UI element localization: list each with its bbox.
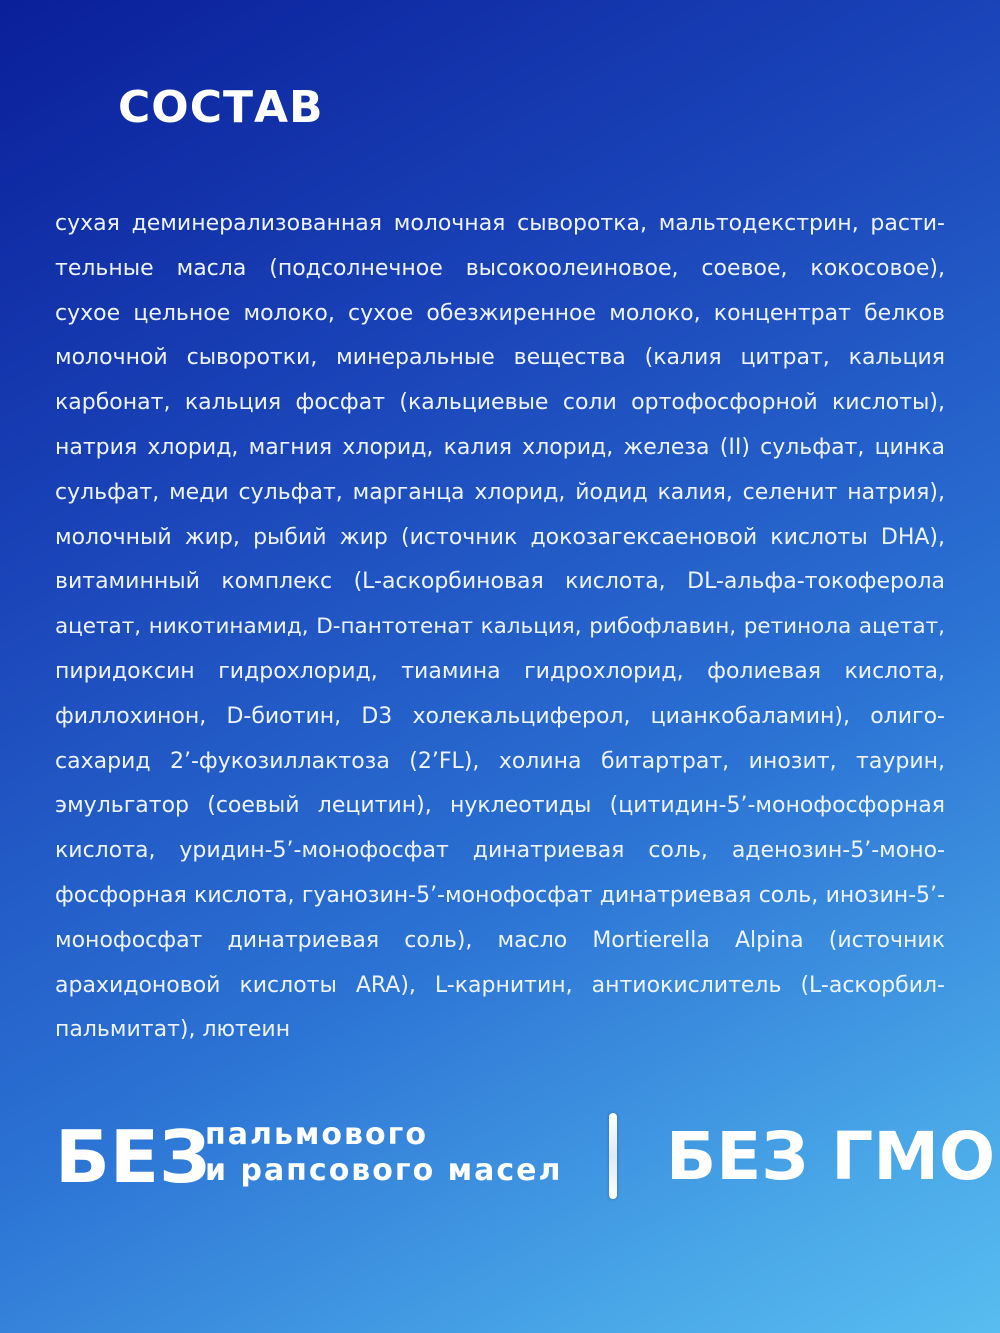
composition-line: эмульгатор (соевый лецитин), нуклеотиды (цитидин-5’-монофосфорная [55,793,945,819]
composition-title: СОСТАВ [118,82,324,133]
composition-line: филлохинон, D-биотин, D3 холекальциферол, цианкобаламин), олиго- [55,703,945,729]
composition-line: сахарид 2’-фукозиллактоза (2’FL), холина битартрат, инозит, таурин, [55,748,945,774]
composition-line: витаминный комплекс (L-аскорбиновая кислота, DL-альфа-токоферола [55,569,945,595]
vertical-divider [609,1113,617,1199]
composition-line: сухое цельное молоко, сухое обезжиренное молоко, концентрат белков [55,300,945,326]
composition-line: сульфат, меди сульфат, марганца хлорид, йодид калия, селенит натрия), [55,479,945,505]
composition-line: пиридоксин гидрохлорид, тиамина гидрохлорид, фолиевая кислота, [55,658,945,684]
composition-line: карбонат, кальция фосфат (кальциевые соли ортофосфорной кислоты), [55,390,945,416]
composition-line: кислота, уридин-5’-монофосфат динатриевая соль, аденозин-5’-моно- [55,838,945,864]
composition-line: пальмитат), лютеин [55,1017,291,1043]
composition-line: натрия хлорид, магния хлорид, калия хлорид, железа (II) сульфат, цинка [55,434,945,460]
composition-line: молочной сыворотки, минеральные вещества (калия цитрат, кальция [55,345,945,371]
composition-line: молочный жир, рыбий жир (источник докозагексаеновой кислоты DHA), [55,524,945,550]
claims-footer [0,1105,1000,1205]
composition-line: монофосфат динатриевая соль), масло Mortierella Alpina (источник [55,927,945,953]
composition-line: ацетат, никотинамид, D-пантотенат кальция, рибофлавин, ретинола ацетат, [55,614,945,640]
composition-line: тельные масла (подсолнечное высокоолеиновое, соевое, кокосовое), [55,255,945,281]
no-gmo-label: БЕЗ ГМО [666,1118,996,1195]
composition-line: фосфорная кислота, гуанозин-5’-монофосфат динатриевая соль, инозин-5’- [55,882,945,908]
composition-line: арахидоновой кислоты ARA), L-карнитин, антиокислитель (L-аскорбил- [55,972,945,998]
composition-text [55,202,945,1053]
no-palm-oil-label: БЕЗ [55,1115,211,1199]
no-palm-oil-note [205,1117,563,1189]
no-palm-oil-note-line1: пальмового [205,1117,428,1152]
no-palm-oil-note-line2: и рапсового масел [205,1153,563,1188]
composition-line: сухая деминерализованная молочная сыворотка, мальтодекстрин, расти- [55,211,945,236]
